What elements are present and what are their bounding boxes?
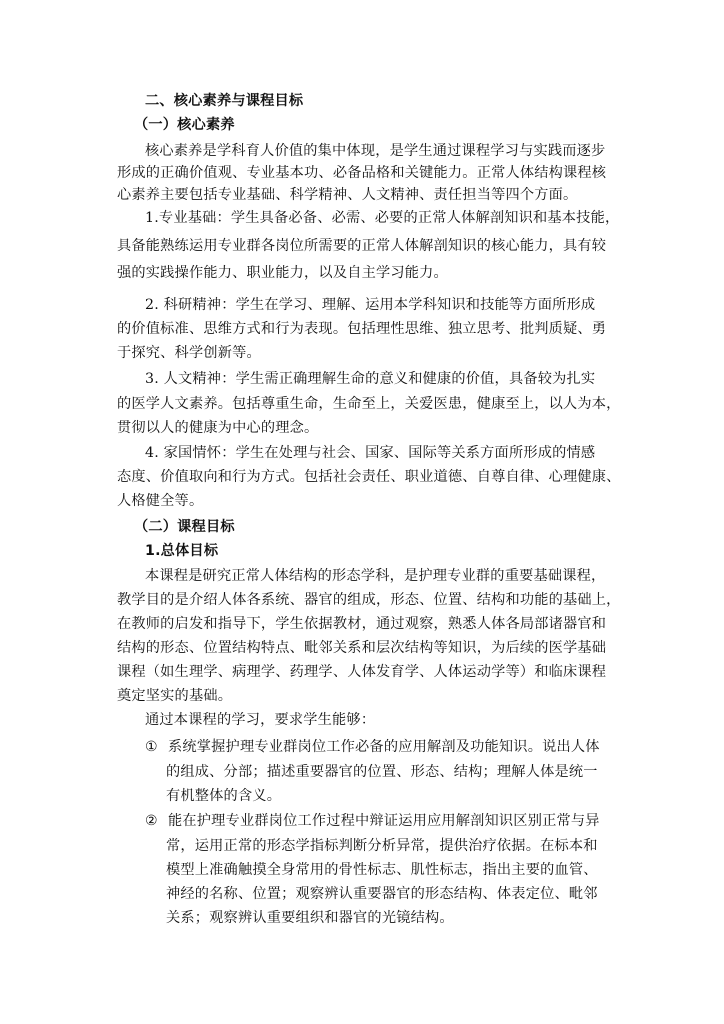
list-item-line: 能在护理专业群岗位工作过程中辩证运用应用解剖知识区别正常与异 — [168, 813, 600, 829]
subsection-title-course-goals: （二）课程目标 — [134, 519, 235, 535]
paragraph-line: 3. 人文精神：学生需正确理解生命的意义和健康的价值，具备较为扎实 — [145, 371, 596, 387]
paragraph-line: 的医学人文素养。包括尊重生命，生命至上，关爱医患，健康至上，以人为本， — [117, 396, 621, 412]
paragraph-line: 结构的形态、位置结构特点、毗邻关系和层次结构等知识，为后续的医学基础 — [117, 640, 607, 656]
list-item-line: 模型上准确触摸全身常用的骨性标志、肌性标志，指出主要的血管、 — [166, 862, 598, 878]
list-item-line: 神经的名称、位置；观察辨认重要器官的形态结构、体表定位、毗邻 — [166, 886, 598, 902]
paragraph-line: 心素养主要包括专业基础、科学精神、人文精神、责任担当等四个方面。 — [117, 187, 578, 203]
requirement-line: 通过本课程的学习，要求学生能够： — [145, 712, 376, 728]
paragraph-line: 强的实践操作能力、职业能力，以及自主学习能力。 — [117, 265, 448, 281]
paragraph-line: 具备能熟练运用专业群各岗位所需要的正常人体解剖知识的核心能力，具有较 — [117, 238, 607, 254]
paragraph-line: 1.专业基础：学生具备必备、必需、必要的正常人体解剖知识和基本技能， — [145, 210, 620, 226]
paragraph-line: 于探究、科学创新等。 — [117, 345, 261, 361]
paragraph-line: 人格健全等。 — [117, 493, 204, 509]
paragraph-line: 核心素养是学科育人价值的集中体现，是学生通过课程学习与实践而逐步 — [145, 143, 606, 159]
paragraph-line: 教学目的是介绍人体各系统、器官的组成，形态、位置、结构和功能的基础上， — [117, 592, 621, 608]
subsection-title-core-literacy: （一）核心素养 — [134, 117, 235, 133]
overall-goal-title: 1.总体目标 — [145, 543, 219, 559]
paragraph-line: 形成的正确价值观、专业基本功、必备品格和关键能力。正常人体结构课程核 — [117, 165, 607, 181]
paragraph-line: 在教师的启发和指导下，学生依据教材，通过观察，熟悉人体各局部诸器官和 — [117, 616, 607, 632]
paragraph-line: 贯彻以人的健康为中心的理念。 — [117, 420, 319, 436]
list-item-line: 系统掌握护理专业群岗位工作必备的应用解剖及功能知识。说出人体 — [168, 739, 600, 755]
list-item-line: 常，运用正常的形态学指标判断分析异常，提供治疗依据。在标本和 — [166, 838, 598, 854]
list-item-line: 的组成、分部；描述重要器官的位置、形态、结构；理解人体是统一 — [166, 764, 598, 780]
goal-marker-2: ② — [145, 813, 158, 829]
paragraph-line: 奠定坚实的基础。 — [117, 688, 233, 704]
goal-marker-1: ① — [145, 739, 158, 755]
list-item-line: 有机整体的含义。 — [166, 788, 282, 804]
paragraph-line: 4. 家国情怀：学生在处理与社会、国家、国际等关系方面所形成的情感 — [145, 445, 596, 461]
paragraph-line: 2. 科研精神：学生在学习、理解、运用本学科知识和技能等方面所形成 — [145, 297, 596, 313]
section-heading: 二、核心素养与课程目标 — [145, 93, 304, 109]
paragraph-line: 的价值标准、思维方式和行为表现。包括理性思维、独立思考、批判质疑、勇 — [117, 321, 607, 337]
paragraph-line: 课程（如生理学、病理学、药理学、人体发育学、人体运动学等）和临床课程 — [117, 664, 607, 680]
paragraph-line: 本课程是研究正常人体结构的形态学科，是护理专业群的重要基础课程， — [145, 568, 606, 584]
paragraph-line: 态度、价值取向和行为方式。包括社会责任、职业道德、自尊自律、心理健康、 — [117, 469, 621, 485]
list-item-line: 关系；观察辨认重要组织和器官的光镜结构。 — [166, 910, 454, 926]
